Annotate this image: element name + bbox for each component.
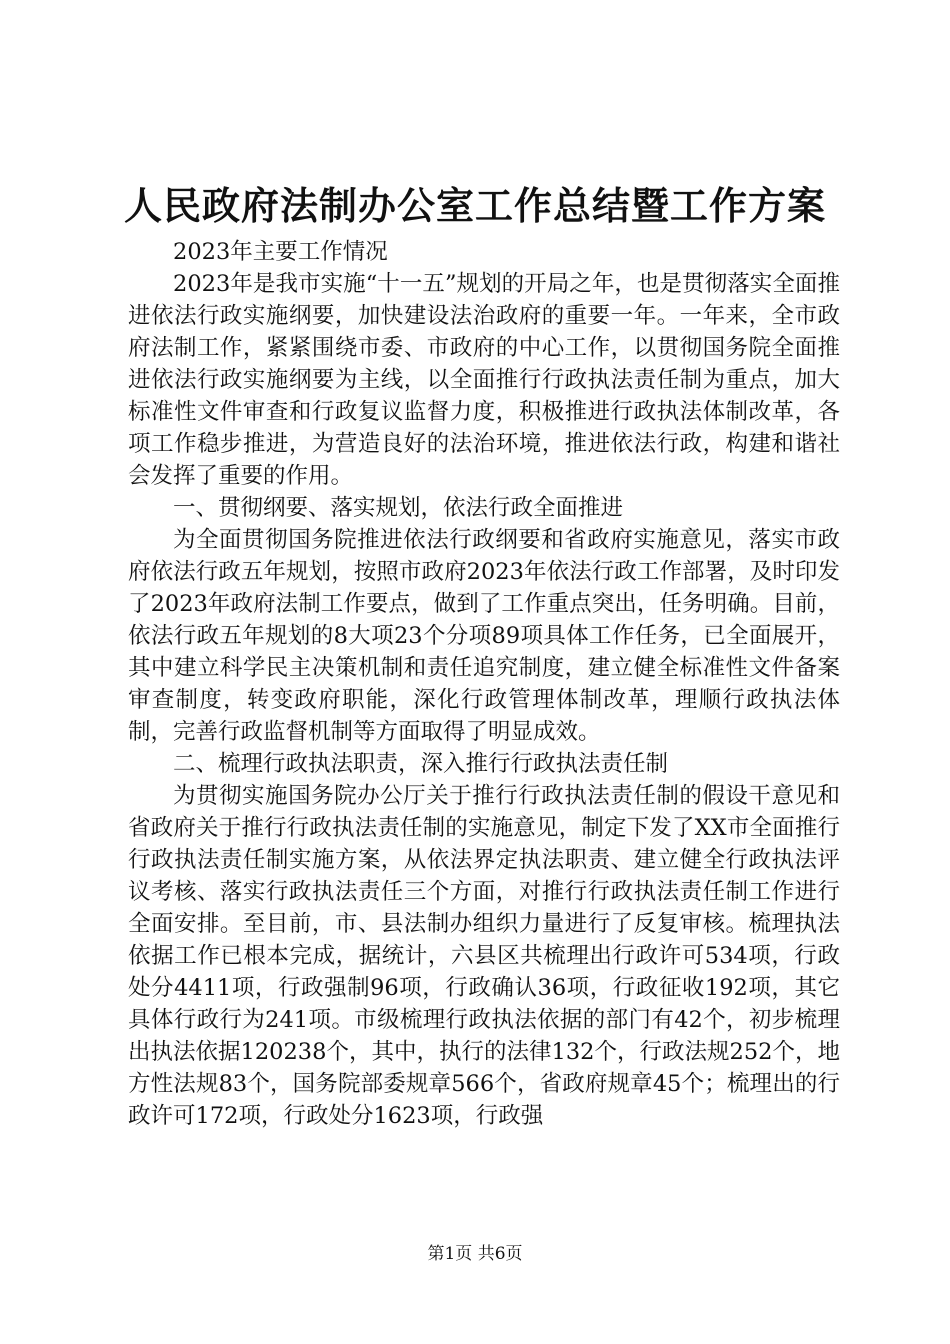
document-body <box>128 236 840 1132</box>
section-heading-2: 二、梳理行政执法职责，深入推行行政执法责任制 <box>173 751 669 777</box>
section-heading-summary: 2023年主要工作情况 <box>173 239 388 265</box>
section-heading-1: 一、贯彻纲要、落实规划，依法行政全面推进 <box>173 495 624 521</box>
paragraph-section-1: 为全面贯彻国务院推进依法行政纲要和省政府实施意见，落实市政府依法行政五年规划，按照市政府2023年依法行政工作部署，及时印发了2023年政府法制工作要点，做到了工作重点突出，任务明确。目前，依法行政五年规划的8大项23个分项89项具体工作任务，已全面展开，其中建立科学民主决策机制和责任追究制度，建立健全标准性文件备案审查制度，转变政府职能，深化行政管理体制改革，理顺行政执法体制，完善行政监督机制等方面取得了明显成效。 <box>128 527 840 745</box>
document-title: 人民政府法制办公室工作总结暨工作方案 <box>123 183 826 228</box>
paragraph-section-2: 为贯彻实施国务院办公厅关于推行行政执法责任制的假设干意见和省政府关于推行行政执法责任制的实施意见，制定下发了XX市全面推行行政执法责任制实施方案，从依法界定执法职责、建立健全行政执法评议考核、落实行政执法责任三个方面，对推行行政执法责任制工作进行全面安排。至目前，市、县法制办组织力量进行了反复审核。梳理执法依据工作已根本完成，据统计，六县区共梳理出行政许可534项，行政处分4411项，行政强制96项，行政确认36项，行政征收192项，其它具体行政行为241项。市级梳理行政执法依据的部门有42个，初步梳理出执法依据120238个，其中，执行的法律132个，行政法规252个，地方性法规83个，国务院部委规章566个，省政府规章45个；梳理出的行政许可172项，行政处分1623项，行政强 <box>128 783 840 1129</box>
paragraph-intro: 2023年是我市实施“十一五”规划的开局之年，也是贯彻落实全面推进依法行政实施纲要，加快建设法治政府的重要一年。一年来，全市政府法制工作，紧紧围绕市委、市政府的中心工作，以贯彻国务院全面推进依法行政实施纲要为主线，以全面推行行政执法责任制为重点，加大标准性文件审查和行政复议监督力度，积极推进行政执法体制改革，各项工作稳步推进，为营造良好的法治环境，推进依法行政，构建和谐社会发挥了重要的作用。 <box>128 271 840 489</box>
page-number-footer: 第1页 共6页 <box>427 1244 523 1264</box>
